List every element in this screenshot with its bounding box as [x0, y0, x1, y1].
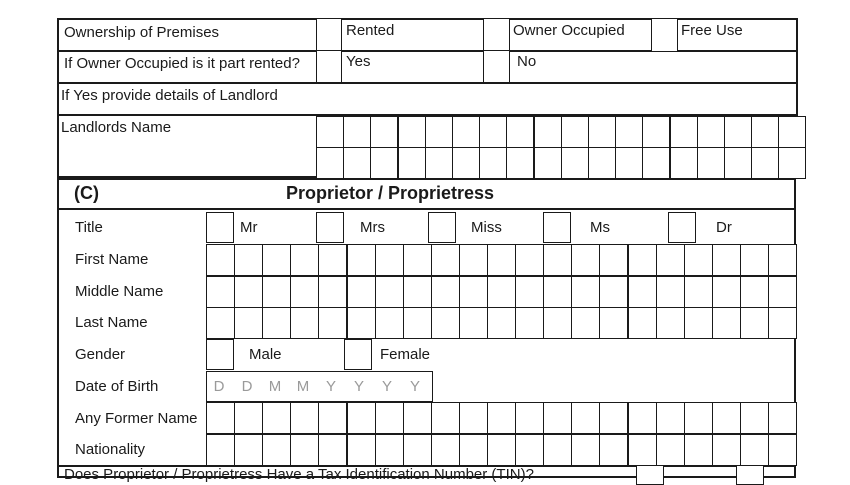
- middle-name-char-box[interactable]: [599, 276, 628, 308]
- nationality-char-box[interactable]: [571, 434, 600, 466]
- gender-male-label: Male: [249, 346, 282, 363]
- landlord-name-char-box[interactable]: [479, 116, 507, 148]
- tin-no-checkbox[interactable]: [736, 465, 764, 485]
- landlord-name-char-box[interactable]: [697, 147, 725, 179]
- landlord-name-char-box[interactable]: [588, 147, 616, 179]
- former-name-char-box[interactable]: [768, 402, 797, 434]
- landlord-name-char-box[interactable]: [751, 147, 779, 179]
- title-option: Mrs: [360, 219, 385, 236]
- title-label: Title: [75, 219, 103, 236]
- middle-name-char-box[interactable]: [318, 276, 347, 308]
- former-name-char-box[interactable]: [543, 402, 572, 434]
- landlord-name-char-box[interactable]: [534, 116, 562, 148]
- first-name-char-box[interactable]: [768, 244, 797, 276]
- landlord-name-char-box[interactable]: [561, 147, 589, 179]
- nationality-char-box[interactable]: [768, 434, 797, 466]
- landlord-name-char-box[interactable]: [370, 147, 398, 179]
- landlord-name-char-box[interactable]: [506, 147, 534, 179]
- title-option: Ms: [590, 219, 610, 236]
- first-name-char-box[interactable]: [318, 244, 347, 276]
- first-name-char-box[interactable]: [459, 244, 488, 276]
- title-option: Dr: [716, 219, 732, 236]
- middle-name-char-box[interactable]: [684, 276, 713, 308]
- first-name-char-box[interactable]: [403, 244, 432, 276]
- former-name-char-box[interactable]: [459, 402, 488, 434]
- former-name-char-box[interactable]: [599, 402, 628, 434]
- nationality-char-box[interactable]: [403, 434, 432, 466]
- landlord-name-char-box[interactable]: [425, 116, 453, 148]
- last-name-char-box[interactable]: [487, 307, 516, 339]
- first-name-char-box[interactable]: [628, 244, 657, 276]
- middle-name-char-box[interactable]: [234, 276, 263, 308]
- nationality-char-box[interactable]: [684, 434, 713, 466]
- last-name-char-box[interactable]: [656, 307, 685, 339]
- former-name-label: Any Former Name: [75, 410, 198, 427]
- landlord-name-char-box[interactable]: [343, 116, 371, 148]
- nationality-char-box[interactable]: [656, 434, 685, 466]
- last-name-char-box[interactable]: [234, 307, 263, 339]
- gender-male-checkbox[interactable]: [206, 339, 234, 370]
- landlord-name-char-box[interactable]: [398, 147, 426, 179]
- last-name-char-box[interactable]: [740, 307, 769, 339]
- title-mrs-checkbox[interactable]: [316, 212, 344, 243]
- dob-hint: Y: [409, 378, 420, 395]
- last-name-char-box[interactable]: [206, 307, 235, 339]
- middle-name-char-box[interactable]: [290, 276, 319, 308]
- landlord-name-char-box[interactable]: [697, 116, 725, 148]
- nationality-label: Nationality: [75, 441, 146, 458]
- first-name-char-box[interactable]: [290, 244, 319, 276]
- landlord-name-char-box[interactable]: [588, 116, 616, 148]
- former-name-char-box[interactable]: [290, 402, 319, 434]
- nationality-char-box[interactable]: [206, 434, 235, 466]
- landlord-name-char-box[interactable]: [398, 116, 426, 148]
- nationality-char-box[interactable]: [262, 434, 291, 466]
- last-name-char-box[interactable]: [571, 307, 600, 339]
- dob-label: Date of Birth: [75, 378, 159, 395]
- last-name-char-box[interactable]: [375, 307, 404, 339]
- divider: [57, 82, 798, 84]
- first-name-char-box[interactable]: [487, 244, 516, 276]
- last-name-char-box[interactable]: [768, 307, 797, 339]
- former-name-char-box[interactable]: [262, 402, 291, 434]
- last-name-char-box[interactable]: [543, 307, 572, 339]
- section-title: Proprietor / Proprietress: [286, 183, 495, 203]
- first-name-char-box[interactable]: [571, 244, 600, 276]
- landlord-name-char-box[interactable]: [615, 147, 643, 179]
- first-name-char-box[interactable]: [206, 244, 235, 276]
- first-name-char-box[interactable]: [347, 244, 376, 276]
- last-name-char-box[interactable]: [318, 307, 347, 339]
- landlord-name-char-box[interactable]: [316, 147, 344, 179]
- landlord-name-char-box[interactable]: [778, 147, 806, 179]
- first-name-char-box[interactable]: [599, 244, 628, 276]
- part-rented-label: If Owner Occupied is it part rented?: [64, 55, 300, 72]
- gender-female-checkbox[interactable]: [344, 339, 372, 370]
- middle-name-char-box[interactable]: [740, 276, 769, 308]
- landlords-name-label: Landlords Name: [61, 119, 172, 136]
- dob-hint: Y: [325, 378, 336, 395]
- middle-name-label: Middle Name: [75, 283, 164, 300]
- former-name-char-box[interactable]: [347, 402, 376, 434]
- landlord-name-char-box[interactable]: [670, 116, 698, 148]
- gender-female-label: Female: [380, 346, 431, 363]
- landlord-name-char-box[interactable]: [343, 147, 371, 179]
- dob-hint: M: [296, 378, 310, 395]
- former-name-char-box[interactable]: [403, 402, 432, 434]
- first-name-char-box[interactable]: [431, 244, 460, 276]
- former-name-char-box[interactable]: [740, 402, 769, 434]
- free-use-label: Free Use: [681, 22, 743, 39]
- last-name-char-box[interactable]: [290, 307, 319, 339]
- first-name-char-box[interactable]: [515, 244, 544, 276]
- landlord-name-char-box[interactable]: [751, 116, 779, 148]
- landlord-name-char-box[interactable]: [506, 116, 534, 148]
- former-name-char-box[interactable]: [318, 402, 347, 434]
- nationality-char-box[interactable]: [290, 434, 319, 466]
- last-name-char-box[interactable]: [262, 307, 291, 339]
- divider: [57, 208, 796, 210]
- middle-name-char-box[interactable]: [375, 276, 404, 308]
- first-name-char-box[interactable]: [262, 244, 291, 276]
- nationality-char-box[interactable]: [515, 434, 544, 466]
- last-name-char-box[interactable]: [628, 307, 657, 339]
- last-name-label: Last Name: [75, 314, 148, 331]
- landlord-name-char-box[interactable]: [642, 147, 670, 179]
- landlord-name-char-box[interactable]: [561, 116, 589, 148]
- yes-label: Yes: [346, 53, 371, 70]
- no-checkbox[interactable]: [483, 50, 510, 83]
- landlord-name-char-box[interactable]: [370, 116, 398, 148]
- first-name-char-box[interactable]: [543, 244, 572, 276]
- former-name-char-box[interactable]: [487, 402, 516, 434]
- nationality-char-box[interactable]: [431, 434, 460, 466]
- last-name-char-box[interactable]: [403, 307, 432, 339]
- dob-hint: D: [213, 378, 225, 395]
- middle-name-char-box[interactable]: [628, 276, 657, 308]
- first-name-label: First Name: [75, 251, 149, 268]
- former-name-char-box[interactable]: [375, 402, 404, 434]
- landlord-name-char-box[interactable]: [316, 116, 344, 148]
- yes-checkbox[interactable]: [316, 50, 342, 83]
- title-dr-checkbox[interactable]: [668, 212, 696, 243]
- dob-hint: D: [241, 378, 253, 395]
- dob-hint: M: [268, 378, 282, 395]
- first-name-char-box[interactable]: [712, 244, 741, 276]
- last-name-char-box[interactable]: [515, 307, 544, 339]
- last-name-char-box[interactable]: [599, 307, 628, 339]
- landlord-name-char-box[interactable]: [534, 147, 562, 179]
- last-name-char-box[interactable]: [712, 307, 741, 339]
- nationality-char-box[interactable]: [234, 434, 263, 466]
- former-name-char-box[interactable]: [515, 402, 544, 434]
- nationality-char-box[interactable]: [740, 434, 769, 466]
- divider: [57, 50, 798, 52]
- landlord-name-char-box[interactable]: [778, 116, 806, 148]
- nationality-char-box[interactable]: [543, 434, 572, 466]
- last-name-char-box[interactable]: [347, 307, 376, 339]
- former-name-char-box[interactable]: [712, 402, 741, 434]
- landlord-name-char-box[interactable]: [452, 116, 480, 148]
- owner-occupied-label: Owner Occupied: [513, 22, 625, 39]
- section-letter: (C): [74, 183, 99, 203]
- landlord-name-char-box[interactable]: [724, 147, 752, 179]
- first-name-char-box[interactable]: [234, 244, 263, 276]
- middle-name-char-box[interactable]: [431, 276, 460, 308]
- ownership-label: Ownership of Premises: [64, 24, 220, 41]
- title-mr-checkbox[interactable]: [206, 212, 234, 243]
- first-name-char-box[interactable]: [684, 244, 713, 276]
- gender-label: Gender: [75, 346, 126, 363]
- former-name-char-box[interactable]: [206, 402, 235, 434]
- landlord-name-char-box[interactable]: [479, 147, 507, 179]
- landlord-name-char-box[interactable]: [670, 147, 698, 179]
- dob-hint: Y: [353, 378, 364, 395]
- former-name-char-box[interactable]: [684, 402, 713, 434]
- last-name-char-box[interactable]: [459, 307, 488, 339]
- tin-yes-checkbox[interactable]: [636, 465, 664, 485]
- former-name-char-box[interactable]: [431, 402, 460, 434]
- first-name-char-box[interactable]: [740, 244, 769, 276]
- title-ms-checkbox[interactable]: [543, 212, 571, 243]
- first-name-char-box[interactable]: [375, 244, 404, 276]
- rented-checkbox[interactable]: [316, 18, 342, 52]
- former-name-char-box[interactable]: [234, 402, 263, 434]
- owner-occupied-checkbox[interactable]: [483, 18, 510, 52]
- middle-name-char-box[interactable]: [347, 276, 376, 308]
- title-miss-checkbox[interactable]: [428, 212, 456, 243]
- middle-name-char-box[interactable]: [515, 276, 544, 308]
- middle-name-char-box[interactable]: [768, 276, 797, 308]
- first-name-char-box[interactable]: [656, 244, 685, 276]
- dob-hint: Y: [381, 378, 392, 395]
- nationality-char-box[interactable]: [712, 434, 741, 466]
- middle-name-char-box[interactable]: [656, 276, 685, 308]
- landlord-name-char-box[interactable]: [615, 116, 643, 148]
- landlord-details-label: If Yes provide details of Landlord: [61, 87, 278, 104]
- nationality-char-box[interactable]: [375, 434, 404, 466]
- last-name-char-box[interactable]: [684, 307, 713, 339]
- middle-name-char-box[interactable]: [459, 276, 488, 308]
- nationality-char-box[interactable]: [487, 434, 516, 466]
- nationality-char-box[interactable]: [459, 434, 488, 466]
- former-name-char-box[interactable]: [571, 402, 600, 434]
- middle-name-char-box[interactable]: [487, 276, 516, 308]
- former-name-char-box[interactable]: [628, 402, 657, 434]
- landlord-name-char-box[interactable]: [452, 147, 480, 179]
- tin-question: Does Proprietor / Proprietress Have a Tax Identification Number (TIN)?: [64, 466, 534, 483]
- middle-name-char-box[interactable]: [571, 276, 600, 308]
- last-name-char-box[interactable]: [431, 307, 460, 339]
- nationality-char-box[interactable]: [318, 434, 347, 466]
- nationality-char-box[interactable]: [347, 434, 376, 466]
- free-use-checkbox[interactable]: [651, 18, 678, 52]
- landlord-name-char-box[interactable]: [724, 116, 752, 148]
- middle-name-char-box[interactable]: [206, 276, 235, 308]
- no-label: No: [517, 53, 537, 70]
- middle-name-char-box[interactable]: [262, 276, 291, 308]
- middle-name-char-box[interactable]: [403, 276, 432, 308]
- rented-label: Rented: [346, 22, 395, 39]
- nationality-char-box[interactable]: [628, 434, 657, 466]
- middle-name-char-box[interactable]: [712, 276, 741, 308]
- nationality-char-box[interactable]: [599, 434, 628, 466]
- middle-name-char-box[interactable]: [543, 276, 572, 308]
- former-name-char-box[interactable]: [656, 402, 685, 434]
- landlord-name-char-box[interactable]: [425, 147, 453, 179]
- landlord-name-char-box[interactable]: [642, 116, 670, 148]
- title-option: Miss: [471, 219, 502, 236]
- title-option: Mr: [240, 219, 258, 236]
